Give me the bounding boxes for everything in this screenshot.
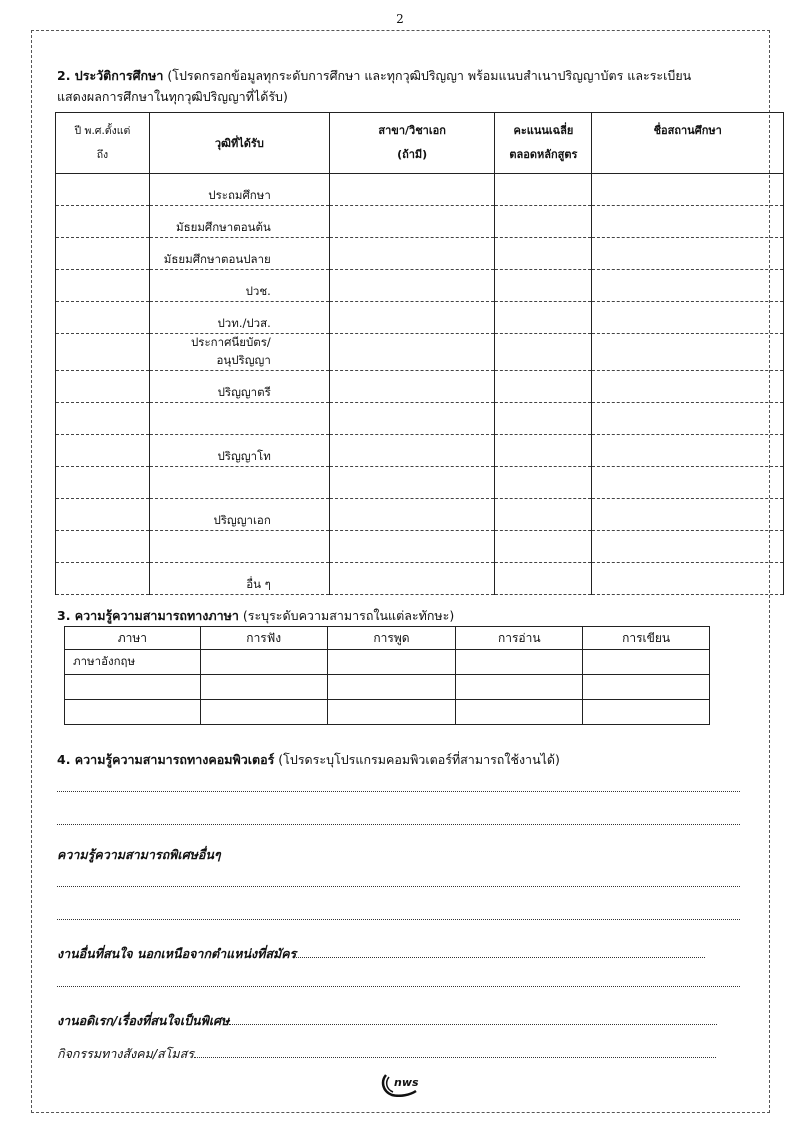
education-major-cell[interactable] — [329, 403, 495, 435]
education-major-cell[interactable] — [329, 499, 495, 531]
language-heading — [57, 606, 454, 626]
education-school-cell[interactable] — [592, 403, 784, 435]
education-year-cell[interactable] — [56, 371, 150, 403]
education-school-cell[interactable] — [592, 563, 784, 595]
education-major-cell[interactable] — [329, 435, 495, 467]
education-year-cell[interactable] — [56, 302, 150, 334]
education-gpa-cell[interactable] — [495, 531, 592, 563]
education-row — [56, 238, 784, 270]
education-gpa-cell[interactable] — [495, 302, 592, 334]
education-major-cell[interactable] — [329, 238, 495, 270]
education-row — [56, 499, 784, 531]
education-year-cell[interactable] — [56, 531, 150, 563]
education-gpa-cell[interactable] — [495, 371, 592, 403]
education-row — [56, 174, 784, 206]
education-year-cell[interactable] — [56, 174, 150, 206]
language-row — [65, 675, 710, 700]
education-gpa-cell[interactable] — [495, 403, 592, 435]
education-degree-cell — [149, 467, 329, 499]
education-degree-cell: ประกาศนียบัตร/อนุปริญญา — [149, 334, 329, 371]
social-line[interactable] — [194, 1045, 716, 1058]
other-jobs-line[interactable] — [296, 945, 705, 958]
language-writing-cell[interactable] — [583, 675, 710, 700]
language-listening-cell[interactable] — [200, 675, 327, 700]
special-skills-line-1[interactable] — [57, 885, 740, 887]
education-year-cell[interactable] — [56, 270, 150, 302]
education-heading-text: (โปรดกรอกข้อมูลทุกระดับการศึกษา และทุกวุฒิปริญญา พร้อมแนบสำเนาปริญญาบัตร และระเบียน — [163, 68, 692, 83]
education-school-cell[interactable] — [592, 499, 784, 531]
col-writing-header: การเขียน — [583, 627, 710, 650]
education-major-cell[interactable] — [329, 270, 495, 302]
language-table — [64, 626, 710, 725]
language-language-cell[interactable] — [65, 700, 201, 725]
education-major-cell[interactable] — [329, 334, 495, 371]
hobbies-label: งานอดิเรก/เรื่องที่สนใจเป็นพิเศษ — [57, 1013, 230, 1028]
computer-line-1[interactable] — [57, 790, 740, 792]
language-listening-cell[interactable] — [200, 650, 327, 675]
other-jobs-field[interactable] — [57, 944, 705, 964]
education-gpa-cell[interactable] — [495, 334, 592, 371]
education-school-cell[interactable] — [592, 238, 784, 270]
col-gpa-header: คะแนนเฉลี่ย ตลอดหลักสูตร — [495, 113, 592, 174]
hobbies-field[interactable] — [57, 1011, 717, 1031]
education-degree-cell: มัธยมศึกษาตอนต้น — [149, 206, 329, 238]
other-jobs-line-2[interactable] — [57, 985, 740, 987]
education-row — [56, 563, 784, 595]
education-row — [56, 467, 784, 499]
page-number: 2 — [396, 12, 404, 26]
education-degree-cell: ปวช. — [149, 270, 329, 302]
education-major-cell[interactable] — [329, 206, 495, 238]
education-row — [56, 302, 784, 334]
col-degree-header: วุฒิที่ได้รับ — [149, 113, 329, 174]
social-field[interactable] — [57, 1044, 716, 1064]
education-school-cell[interactable] — [592, 371, 784, 403]
education-table — [55, 112, 784, 595]
education-row — [56, 531, 784, 563]
education-gpa-cell[interactable] — [495, 467, 592, 499]
education-gpa-cell[interactable] — [495, 563, 592, 595]
language-heading-text: (ระบุระดับความสามารถในแต่ละทักษะ) — [238, 608, 455, 623]
language-header-row — [65, 627, 710, 650]
education-row — [56, 270, 784, 302]
education-gpa-cell[interactable] — [495, 238, 592, 270]
language-reading-cell[interactable] — [456, 700, 583, 725]
language-speaking-cell[interactable] — [327, 700, 456, 725]
education-year-cell[interactable] — [56, 238, 150, 270]
col-language-header: ภาษา — [65, 627, 201, 650]
language-writing-cell[interactable] — [583, 700, 710, 725]
language-row — [65, 700, 710, 725]
education-school-cell[interactable] — [592, 302, 784, 334]
education-degree-cell: ปวท./ปวส. — [149, 302, 329, 334]
education-degree-cell — [149, 403, 329, 435]
education-header-row — [56, 113, 784, 174]
education-degree-cell: ประถมศึกษา — [149, 174, 329, 206]
col-speaking-header: การพูด — [327, 627, 456, 650]
special-skills-line-2[interactable] — [57, 918, 740, 920]
education-school-cell[interactable] — [592, 531, 784, 563]
computer-heading-number: 4. ความรู้ความสามารถทางคอมพิวเตอร์ — [57, 752, 275, 767]
education-degree-cell — [149, 531, 329, 563]
col-listening-header: การฟัง — [200, 627, 327, 650]
hobbies-line[interactable] — [229, 1012, 717, 1025]
education-row — [56, 371, 784, 403]
col-school-header: ชื่อสถานศึกษา — [592, 113, 784, 174]
education-school-cell[interactable] — [592, 270, 784, 302]
special-skills-label: ความรู้ความสามารถพิเศษอื่นๆ — [57, 847, 221, 862]
education-gpa-cell[interactable] — [495, 206, 592, 238]
education-gpa-cell[interactable] — [495, 270, 592, 302]
language-row — [65, 650, 710, 675]
education-major-cell[interactable] — [329, 467, 495, 499]
education-gpa-cell[interactable] — [495, 499, 592, 531]
education-gpa-cell[interactable] — [495, 435, 592, 467]
education-heading-line2: แสดงผลการศึกษาในทุกวุฒิปริญญาที่ได้รับ) — [57, 89, 288, 104]
education-major-cell[interactable] — [329, 531, 495, 563]
computer-heading — [57, 750, 560, 770]
education-heading — [57, 66, 691, 86]
col-reading-header: การอ่าน — [456, 627, 583, 650]
organization-logo — [380, 1071, 424, 1097]
education-year-cell[interactable] — [56, 334, 150, 371]
other-jobs-label: งานอื่นที่สนใจ นอกเหนือจากตำแหน่งที่สมัคร — [57, 946, 297, 961]
education-degree-cell: ปริญญาโท — [149, 435, 329, 467]
education-row — [56, 206, 784, 238]
language-speaking-cell[interactable] — [327, 675, 456, 700]
language-writing-cell[interactable] — [583, 650, 710, 675]
education-gpa-cell[interactable] — [495, 174, 592, 206]
col-year-header: ปี พ.ศ.ตั้งแต่ ถึง — [56, 113, 150, 174]
education-degree-cell: ปริญญาตรี — [149, 371, 329, 403]
social-label: กิจกรรมทางสังคม/สโมสร — [57, 1046, 194, 1061]
education-degree-cell: มัธยมศึกษาตอนปลาย — [149, 238, 329, 270]
education-year-cell[interactable] — [56, 563, 150, 595]
education-major-cell[interactable] — [329, 563, 495, 595]
education-major-cell[interactable] — [329, 302, 495, 334]
language-listening-cell[interactable] — [200, 700, 327, 725]
education-school-cell[interactable] — [592, 334, 784, 371]
education-major-cell[interactable] — [329, 174, 495, 206]
language-language-cell[interactable] — [65, 675, 201, 700]
education-year-cell[interactable] — [56, 403, 150, 435]
language-language-cell[interactable]: ภาษาอังกฤษ — [65, 650, 201, 675]
education-row — [56, 435, 784, 467]
education-year-cell[interactable] — [56, 206, 150, 238]
education-year-cell[interactable] — [56, 435, 150, 467]
education-heading-number: 2. ประวัติการศึกษา — [57, 68, 164, 83]
education-degree-cell: อื่น ๆ — [149, 563, 329, 595]
education-row — [56, 403, 784, 435]
education-school-cell[interactable] — [592, 467, 784, 499]
education-school-cell[interactable] — [592, 206, 784, 238]
education-school-cell[interactable] — [592, 435, 784, 467]
language-reading-cell[interactable] — [456, 675, 583, 700]
education-major-cell[interactable] — [329, 371, 495, 403]
col-major-header: สาขา/วิชาเอก (ถ้ามี) — [329, 113, 495, 174]
computer-line-2[interactable] — [57, 823, 740, 825]
education-year-cell[interactable] — [56, 467, 150, 499]
language-heading-number: 3. ความรู้ความสามารถทางภาษา — [57, 608, 239, 623]
education-school-cell[interactable] — [592, 174, 784, 206]
education-degree-cell: ปริญญาเอก — [149, 499, 329, 531]
language-reading-cell[interactable] — [456, 650, 583, 675]
education-year-cell[interactable] — [56, 499, 150, 531]
computer-heading-text: (โปรดระบุโปรแกรมคอมพิวเตอร์ที่สามารถใช้งานได้) — [274, 752, 560, 767]
education-row — [56, 334, 784, 371]
language-speaking-cell[interactable] — [327, 650, 456, 675]
logo-text: nws — [394, 1076, 419, 1089]
